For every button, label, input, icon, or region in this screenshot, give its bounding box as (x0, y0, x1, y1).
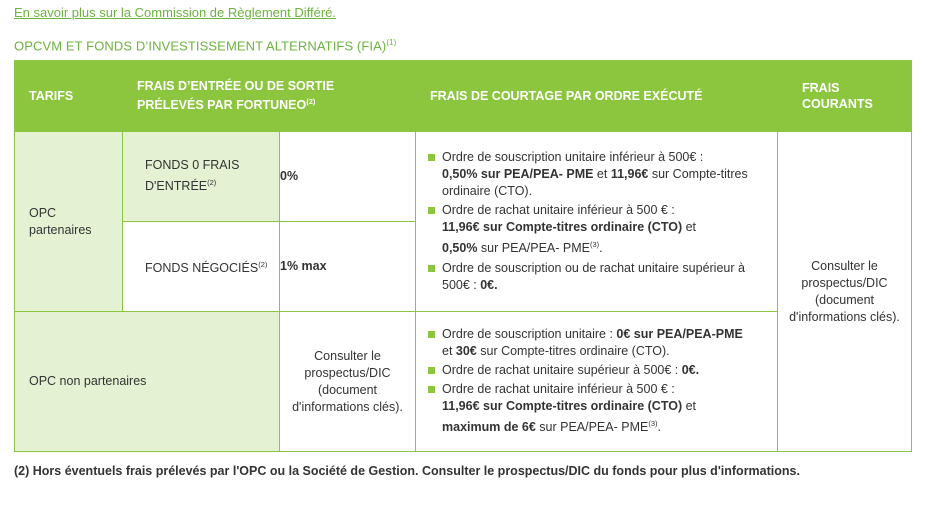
non-partenaires-entree: Consulter le prospectus/DIC (document d'informations clés). (280, 312, 416, 452)
list-item: Ordre de rachat unitaire inférieur à 500 € : 11,96€ sur Compte-titres ordinaire (CTO) et 0,50% sur PEA/PEA- PME$^{(3)}$. (428, 202, 769, 257)
header-tarifs: TARIFS (15, 61, 123, 132)
table-row (15, 132, 912, 222)
list-item: Ordre de souscription ou de rachat unitaire supérieur à 500€ : 0€. (428, 260, 769, 294)
fonds-0-frais-value: 0% (280, 132, 416, 222)
courtage-partenaires (416, 132, 778, 312)
row-label-non-partenaires: OPC non partenaires (15, 312, 280, 452)
commission-link[interactable]: En savoir plus sur la Commission de Règlement Différé. (14, 5, 337, 20)
header-row (15, 61, 912, 132)
footnote: (2) Hors éventuels frais prélevés par l'OPC ou la Société de Gestion. Consulter le prospectus/DIC du fonds pour plus d'informations. (14, 464, 800, 478)
header-courtage: FRAIS DE COURTAGE PAR ORDRE EXÉCUTÉ (416, 61, 778, 132)
section-title-text: OPCVM ET FONDS D’INVESTISSEMENT ALTERNATIFS (FIA) (14, 38, 387, 54)
fonds-negocies-label: FONDS NÉGOCIÉS$^{(2)}$ (123, 222, 280, 312)
fees-table (14, 60, 912, 452)
fonds-0-frais-label: FONDS 0 FRAIS D'ENTRÉE$^{(2)}$ (123, 132, 280, 222)
frais-courants-value: Consulter le prospectus/DIC (document d'informations clés). (778, 132, 912, 452)
courtage-non-partenaires (416, 312, 778, 452)
header-entree: FRAIS D’ENTRÉE OU DE SORTIE PRÉLEVÉS PAR FORTUNEO$^{(2)}$ (123, 61, 416, 132)
section-title-sup: (1) (386, 38, 397, 47)
header-courants: FRAIS COURANTS (778, 61, 912, 132)
row-label-partenaires: OPC partenaires (15, 132, 123, 312)
list-item: Ordre de rachat unitaire inférieur à 500 € : 11,96€ sur Compte-titres ordinaire (CTO) et maximum de 6€ sur PEA/PEA- PME$^{(3)}$. (428, 381, 769, 436)
list-item: Ordre de souscription unitaire : 0€ sur PEA/PEA-PME et 30€ sur Compte-titres ordinaire (CTO). (428, 326, 769, 360)
table-row (15, 312, 912, 452)
list-item: Ordre de souscription unitaire inférieur à 500€ : 0,50% sur PEA/PEA- PME et 11,96€ sur Compte-titres ordinaire (CTO). (428, 149, 769, 200)
section-title (14, 38, 396, 53)
list-item: Ordre de rachat unitaire supérieur à 500€ : 0€. (428, 362, 769, 379)
fonds-negocies-value: 1% max (280, 222, 416, 312)
